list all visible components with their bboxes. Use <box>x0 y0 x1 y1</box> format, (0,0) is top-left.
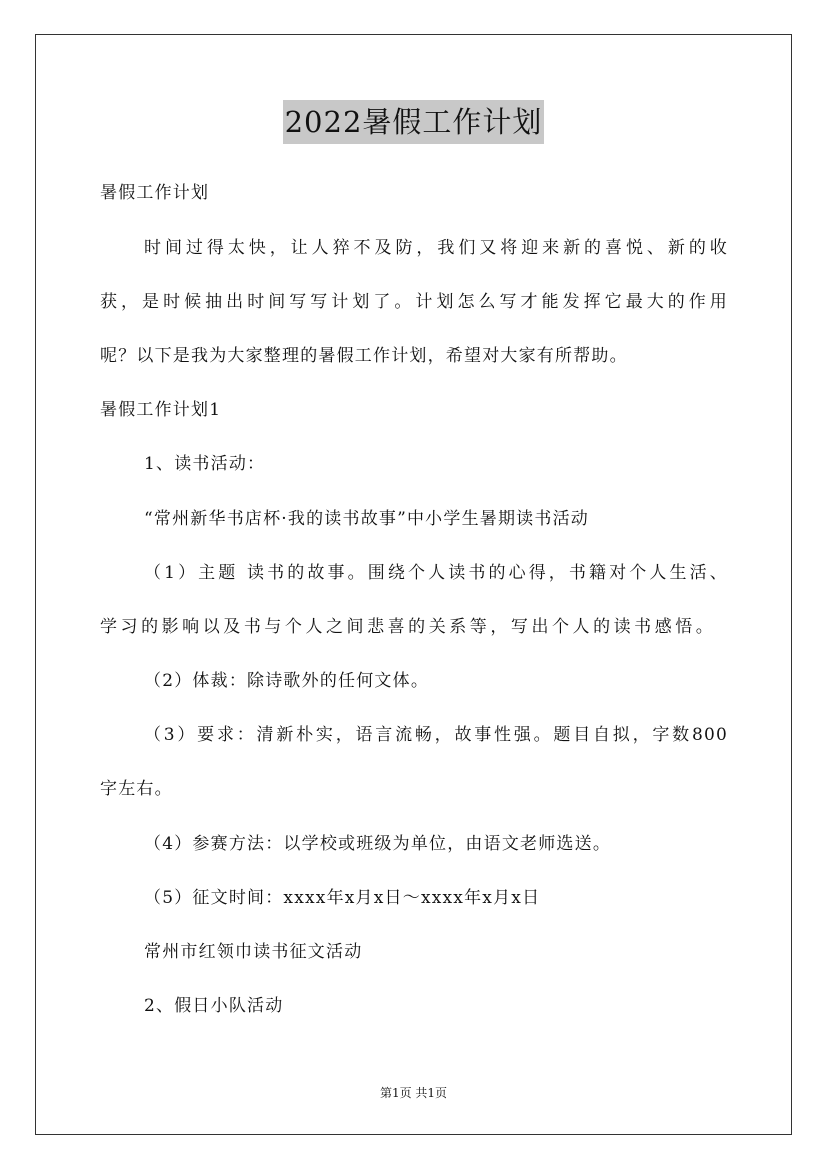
intro-paragraph-line: 呢？以下是我为大家整理的暑假工作计划，希望对大家有所帮助。 <box>100 346 628 366</box>
list-item-heading: 2、假日小队活动 <box>144 996 284 1016</box>
body-paragraph-line: （1）主题 读书的故事。围绕个人读书的心得，书籍对个人生活、 <box>144 563 728 583</box>
activity-title: “常州新华书店杯·我的读书故事”中小学生暑期读书活动 <box>144 509 589 529</box>
document-title: 2022暑假工作计划 <box>283 100 545 144</box>
body-paragraph-line: 学习的影响以及书与个人之间悲喜的关系等，写出个人的读书感悟。 <box>100 617 714 637</box>
body-paragraph-line: （2）体裁：除诗歌外的任何文体。 <box>144 671 430 691</box>
intro-paragraph-line: 时间过得太快，让人猝不及防，我们又将迎来新的喜悦、新的收 <box>144 238 728 258</box>
title-container <box>0 100 827 144</box>
section-heading: 暑假工作计划 <box>100 183 210 203</box>
intro-paragraph-line: 获，是时候抽出时间写写计划了。计划怎么写才能发挥它最大的作用 <box>100 292 728 312</box>
body-paragraph-line: 字左右。 <box>100 779 173 799</box>
list-item-heading: 1、读书活动： <box>144 454 266 474</box>
page-footer: 第1页 共1页 <box>379 1086 448 1100</box>
body-paragraph-line: （5）征文时间：xxxx年x月x日～xxxx年x月x日 <box>144 888 541 908</box>
activity-title: 常州市红领巾读书征文活动 <box>144 942 363 962</box>
section-heading: 暑假工作计划1 <box>100 400 222 420</box>
body-paragraph-line: （4）参赛方法：以学校或班级为单位，由语文老师选送。 <box>144 834 612 854</box>
body-paragraph-line: （3）要求：清新朴实，语言流畅，故事性强。题目自拟，字数800 <box>144 725 728 745</box>
